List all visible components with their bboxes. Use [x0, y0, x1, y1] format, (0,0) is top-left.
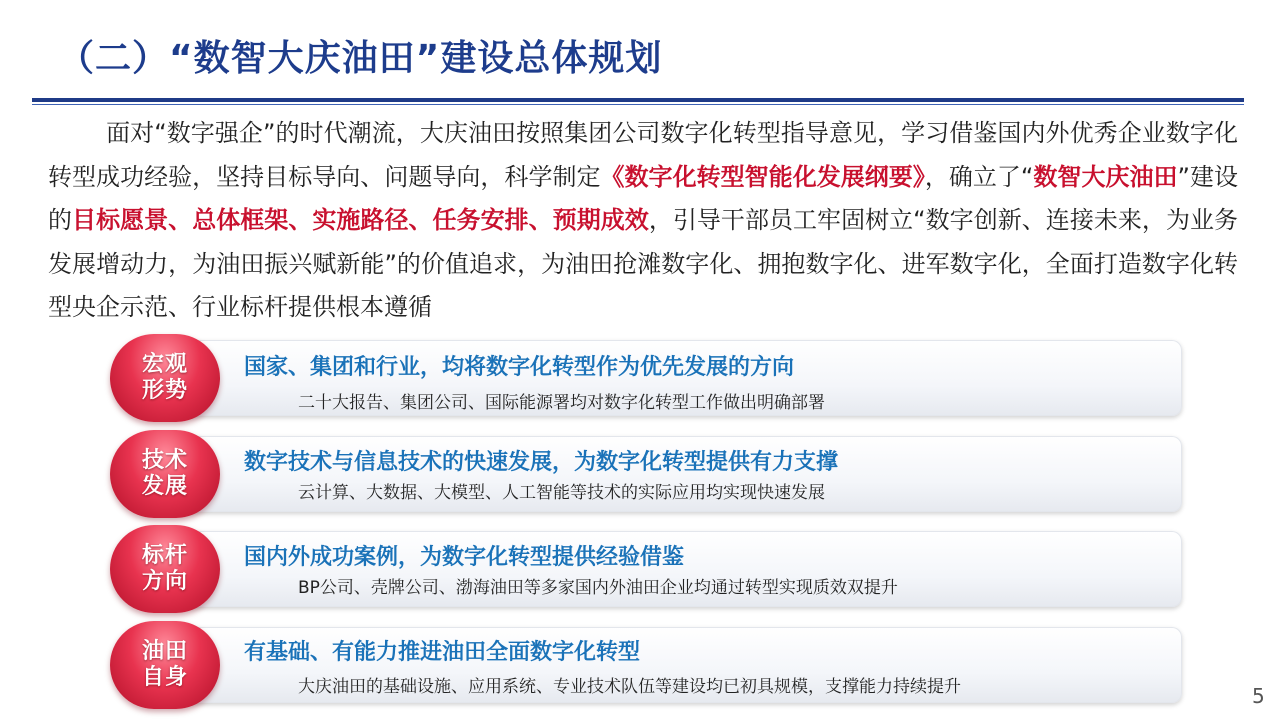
slide-title: （二）“数智大庆油田”建设总体规划: [58, 38, 663, 79]
item-subtitle-macro: 二十大报告、集团公司、国际能源署均对数字化转型工作做出明确部署: [298, 393, 825, 413]
intro-highlight-name: 数智大庆油田: [1033, 162, 1178, 191]
intro-text-2: ，确立了“: [924, 162, 1034, 191]
intro-text-1: 面对“数字强企”的时代潮流，大庆油田按照集团公司数字化转型指导意见，学习借鉴国内外优秀企业数字化转型成功经验，坚持目标导向、问题导向，科学制定: [48, 119, 1238, 191]
item-subtitle-tech: 云计算、大数据、大模型、人工智能等技术的实际应用均实现快速发展: [298, 483, 825, 503]
item-badge-benchmark: 标杆 方向: [110, 525, 220, 613]
intro-paragraph: [48, 112, 1238, 330]
page-number: 5: [1252, 684, 1265, 708]
item-title-oilfield: 有基础、有能力推进油田全面数字化转型: [244, 640, 641, 665]
item-badge-macro: 宏观 形势: [110, 334, 220, 422]
item-title-tech: 数字技术与信息技术的快速发展，为数字化转型提供有力支撑: [244, 450, 839, 475]
item-title-benchmark: 国内外成功案例，为数字化转型提供经验借鉴: [244, 545, 685, 570]
intro-highlight-goals: 目标愿景、总体框架、实施路径、任务安排、预期成效: [72, 206, 649, 234]
intro-text-3: ”建设的: [48, 162, 1239, 234]
item-title-macro: 国家、集团和行业，均将数字化转型作为优先发展的方向: [244, 355, 795, 380]
intro-text-4: ，引导干部员工牢固树立“数字创新、连接未来，为业务发展增动力，为油田振兴赋新能”的价值追求，为油田抢滩数字化、拥抱数字化、进军数字化，全面打造数字化转型央企示范、行业标杆提供根本遵循: [48, 206, 1239, 321]
title-divider: [32, 98, 1244, 102]
intro-highlight-outline: 《数字化转型智能化发展纲要》: [600, 162, 925, 191]
item-subtitle-oilfield: 大庆油田的基础设施、应用系统、专业技术队伍等建设均已初具规模，支撑能力持续提升: [298, 677, 961, 697]
item-badge-oilfield: 油田 自身: [110, 621, 220, 709]
item-subtitle-benchmark: BP公司、壳牌公司、渤海油田等多家国内外油田企业均通过转型实现质效双提升: [298, 578, 898, 598]
item-badge-tech: 技术 发展: [110, 430, 220, 518]
title-divider-thin: [32, 104, 1244, 105]
